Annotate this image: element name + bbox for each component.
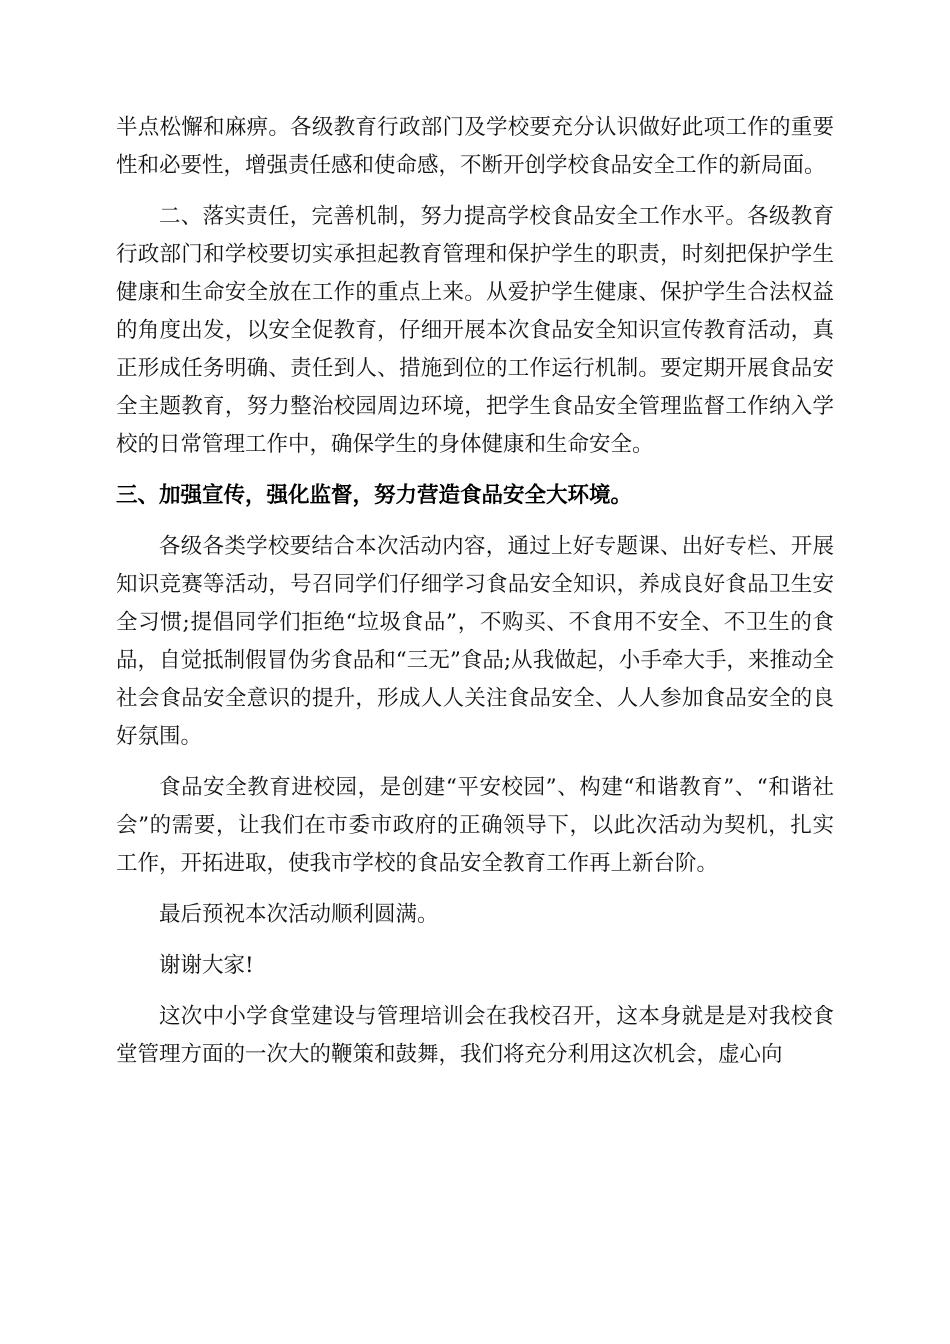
paragraph-campaign: 各级各类学校要结合本次活动内容，通过上好专题课、出好专栏、开展知识竞赛等活动，号召同学们仔细学习食品安全知识，养成良好食品卫生安全习惯;提倡同学们拒绝“垃圾食品”，不购买、不食用不安全、不卫生的食品，自觉抵制假冒伪劣食品和“三无”食品;从我做起，小手牵大手，来推动全社会食品安全意识的提升，形成人人关注食品安全、人人参加食品安全的良好氛围。 — [116, 534, 834, 749]
paragraph-campus-safety: 食品安全教育进校园，是创建“平安校园”、构建“和谐教育”、“和谐社会”的需要，让我们在市委市政府的正确领导下，以此次活动为契机，扎实工作，开拓进取，使我市学校的食品安全教育工作再上新台阶。 — [116, 775, 834, 876]
paragraph-continuation: 半点松懈和麻痹。各级教育行政部门及学校要充分认识做好此项工作的重要性和必要性，增强责任感和使命感，不断开创学校食品安全工作的新局面。 — [116, 115, 834, 178]
paragraph-section-two: 二、落实责任，完善机制，努力提高学校食品安全工作水平。各级教育行政部门和学校要切实承担起教育管理和保护学生的职责，时刻把保护学生健康和生命安全放在工作的重点上来。从爱护学生健康、保护学生合法权益的角度出发，以安全促教育，仔细开展本次食品安全知识宣传教育活动，真正形成任务明确、责任到人、措施到位的工作运行机制。要定期开展食品安全主题教育，努力整治校园周边环境，把学生食品安全管理监督工作纳入学校的日常管理工作中，确保学生的身体健康和生命安全。 — [116, 204, 834, 457]
paragraph-canteen-meeting: 这次中小学食堂建设与管理培训会在我校召开，这本身就是是对我校食堂管理方面的一次大的鞭策和鼓舞，我们将充分利用这次机会，虚心向 — [116, 1004, 834, 1067]
document-page — [116, 109, 834, 1074]
section-three-heading: 三、加强宣传，强化监督，努力营造食品安全大环境。 — [116, 483, 633, 508]
paragraph-closing-wish: 最后预祝本次活动顺利圆满。 — [159, 902, 439, 927]
paragraph-thanks: 谢谢大家! — [159, 953, 254, 978]
